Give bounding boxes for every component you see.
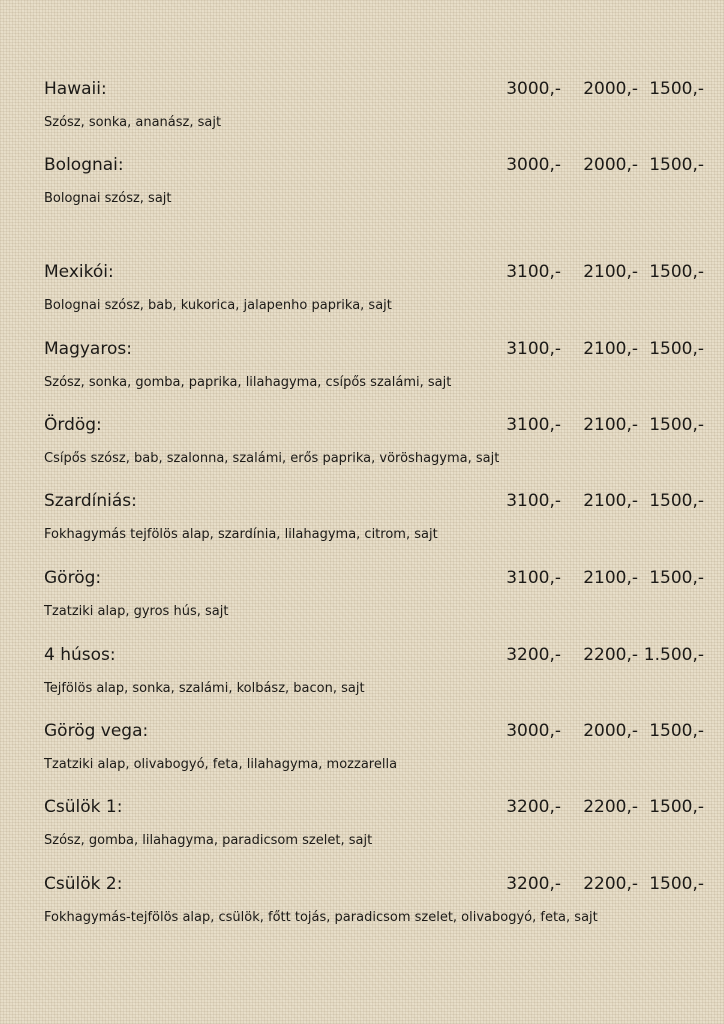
item-description: Szósz, gomba, lilahagyma, paradicsom szelet, sajt <box>44 833 373 848</box>
item-description: Szósz, sonka, ananász, sajt <box>44 115 222 130</box>
price-small: 1500,- <box>649 339 704 359</box>
price-small: 1.500,- <box>643 645 704 665</box>
price-small: 1500,- <box>649 568 704 588</box>
item-description: Tejfölös alap, sonka, szalámi, kolbász, bacon, sajt <box>44 681 365 696</box>
item-name: 4 húsos: <box>44 645 116 665</box>
price-large: 3000,- <box>506 721 561 741</box>
price-small: 1500,- <box>649 155 704 175</box>
price-medium: 2100,- <box>583 339 638 359</box>
price-large: 3100,- <box>506 568 561 588</box>
price-medium: 2200,- <box>583 797 638 817</box>
item-description: Fokhagymás-tejfölös alap, csülök, főtt tojás, paradicsom szelet, olivabogyó, feta, sajt <box>44 910 598 925</box>
price-small: 1500,- <box>649 491 704 511</box>
price-small: 1500,- <box>649 262 704 282</box>
item-description: Szósz, sonka, gomba, paprika, lilahagyma, csípős szalámi, sajt <box>44 375 452 390</box>
price-medium: 2100,- <box>583 415 638 435</box>
item-name: Bolognai: <box>44 155 124 175</box>
price-large: 3000,- <box>506 155 561 175</box>
price-small: 1500,- <box>649 721 704 741</box>
item-description: Fokhagymás tejfölös alap, szardínia, lilahagyma, citrom, sajt <box>44 527 438 542</box>
price-medium: 2200,- <box>583 645 638 665</box>
price-medium: 2000,- <box>583 721 638 741</box>
price-medium: 2200,- <box>583 874 638 894</box>
pizza-menu <box>44 0 704 1024</box>
item-name: Csülök 2: <box>44 874 123 894</box>
price-medium: 2000,- <box>583 79 638 99</box>
item-name: Görög vega: <box>44 721 149 741</box>
price-large: 3100,- <box>506 339 561 359</box>
price-medium: 2100,- <box>583 262 638 282</box>
price-large: 3100,- <box>506 491 561 511</box>
item-name: Szardíniás: <box>44 491 137 511</box>
price-small: 1500,- <box>649 79 704 99</box>
price-large: 3000,- <box>506 79 561 99</box>
price-small: 1500,- <box>649 874 704 894</box>
price-large: 3200,- <box>506 797 561 817</box>
price-large: 3100,- <box>506 262 561 282</box>
price-small: 1500,- <box>649 415 704 435</box>
item-description: Bolognai szósz, bab, kukorica, jalapenho paprika, sajt <box>44 298 392 313</box>
item-description: Csípős szósz, bab, szalonna, szalámi, erős paprika, vöröshagyma, sajt <box>44 451 500 466</box>
item-description: Tzatziki alap, gyros hús, sajt <box>44 604 229 619</box>
item-name: Hawaii: <box>44 79 107 99</box>
price-large: 3100,- <box>506 415 561 435</box>
price-medium: 2100,- <box>583 491 638 511</box>
price-small: 1500,- <box>649 797 704 817</box>
item-name: Ördög: <box>44 415 102 435</box>
item-name: Görög: <box>44 568 102 588</box>
price-medium: 2100,- <box>583 568 638 588</box>
price-large: 3200,- <box>506 645 561 665</box>
item-description: Bolognai szósz, sajt <box>44 191 172 206</box>
item-description: Tzatziki alap, olivabogyó, feta, lilahagyma, mozzarella <box>44 757 398 772</box>
item-name: Mexikói: <box>44 262 114 282</box>
price-medium: 2000,- <box>583 155 638 175</box>
price-large: 3200,- <box>506 874 561 894</box>
item-name: Magyaros: <box>44 339 132 359</box>
item-name: Csülök 1: <box>44 797 123 817</box>
